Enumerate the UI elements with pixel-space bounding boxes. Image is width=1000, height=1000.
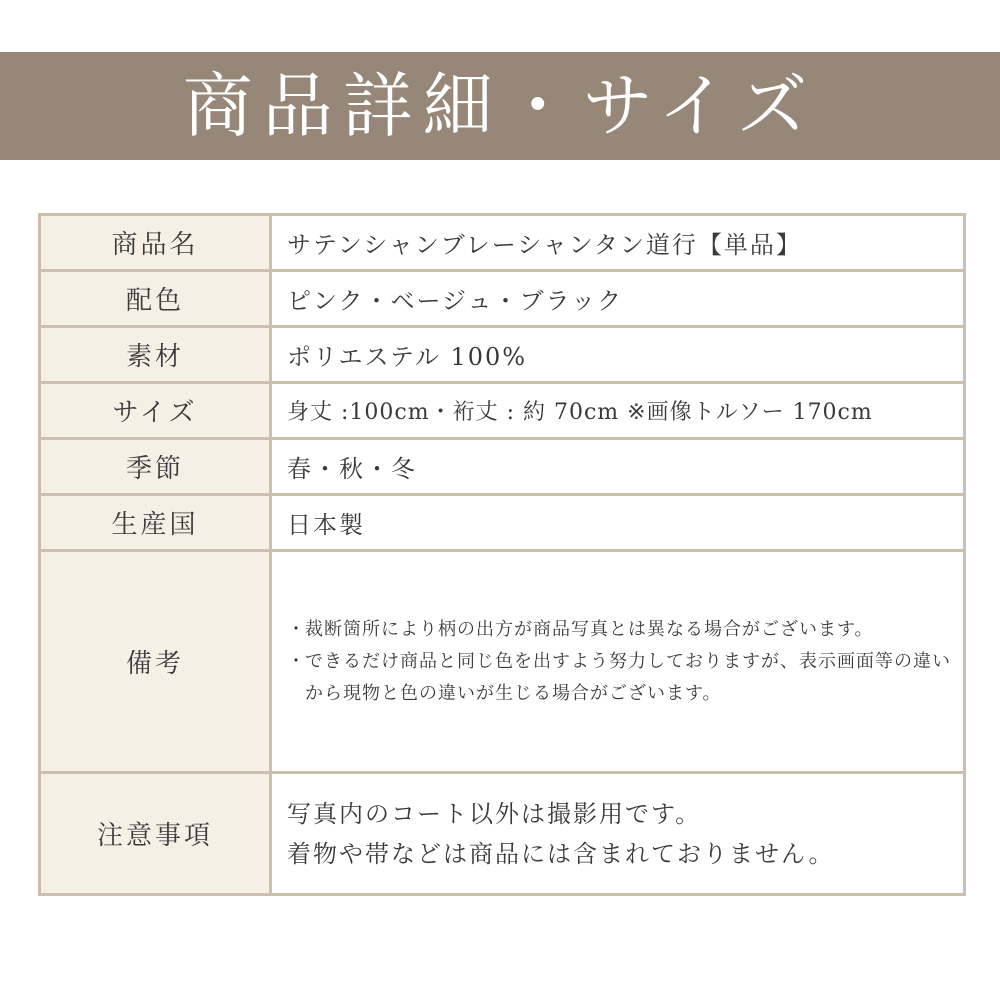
- row-label: 配色: [40, 271, 271, 327]
- table-row-notes: [40, 551, 965, 773]
- list-item: [287, 646, 963, 710]
- table-row-caution: [40, 773, 965, 895]
- table-row-season: [40, 439, 965, 495]
- row-value: 春・秋・冬: [271, 439, 965, 495]
- row-label: 生産国: [40, 495, 271, 551]
- page-title: 商品詳細・サイズ: [182, 65, 818, 147]
- row-value: 身丈 :100cm・裄丈 : 約 70cm ※画像トルソー 170cm: [271, 383, 965, 439]
- bullet: ・: [287, 650, 306, 672]
- table-row-product-name: [40, 215, 965, 271]
- notes-list: [287, 614, 963, 710]
- note-text: できるだけ商品と同じ色を出すよう努力しておりますが、表示画面等の違いから現物と色の違いが生じる場合がございます。: [305, 650, 951, 704]
- header-banner: [0, 52, 1000, 160]
- table-row-material: [40, 327, 965, 383]
- row-value: サテンシャンブレーシャンタン道行【単品】: [271, 215, 965, 271]
- list-item: [287, 614, 963, 646]
- table-row-color: [40, 271, 965, 327]
- notes-cell: [271, 551, 965, 773]
- note-text: 裁断箇所により柄の出方が商品写真とは異なる場合がございます。: [305, 618, 874, 640]
- row-value: 日本製: [271, 495, 965, 551]
- row-label: 注意事項: [40, 773, 271, 895]
- row-label: 備考: [40, 551, 271, 773]
- row-value: ピンク・ベージュ・ブラック: [271, 271, 965, 327]
- row-label: 商品名: [40, 215, 271, 271]
- caution-cell: [271, 773, 965, 895]
- product-spec-table: [38, 213, 966, 896]
- row-label: 季節: [40, 439, 271, 495]
- table-row-size: [40, 383, 965, 439]
- row-label: 素材: [40, 327, 271, 383]
- caution-line: 写真内のコート以外は撮影用です。: [287, 799, 702, 828]
- row-value: ポリエステル 100%: [271, 327, 965, 383]
- caution-line: 着物や帯などは商品には含まれておりません。: [287, 839, 835, 868]
- row-label: サイズ: [40, 383, 271, 439]
- table-row-origin: [40, 495, 965, 551]
- bullet: ・: [287, 618, 306, 640]
